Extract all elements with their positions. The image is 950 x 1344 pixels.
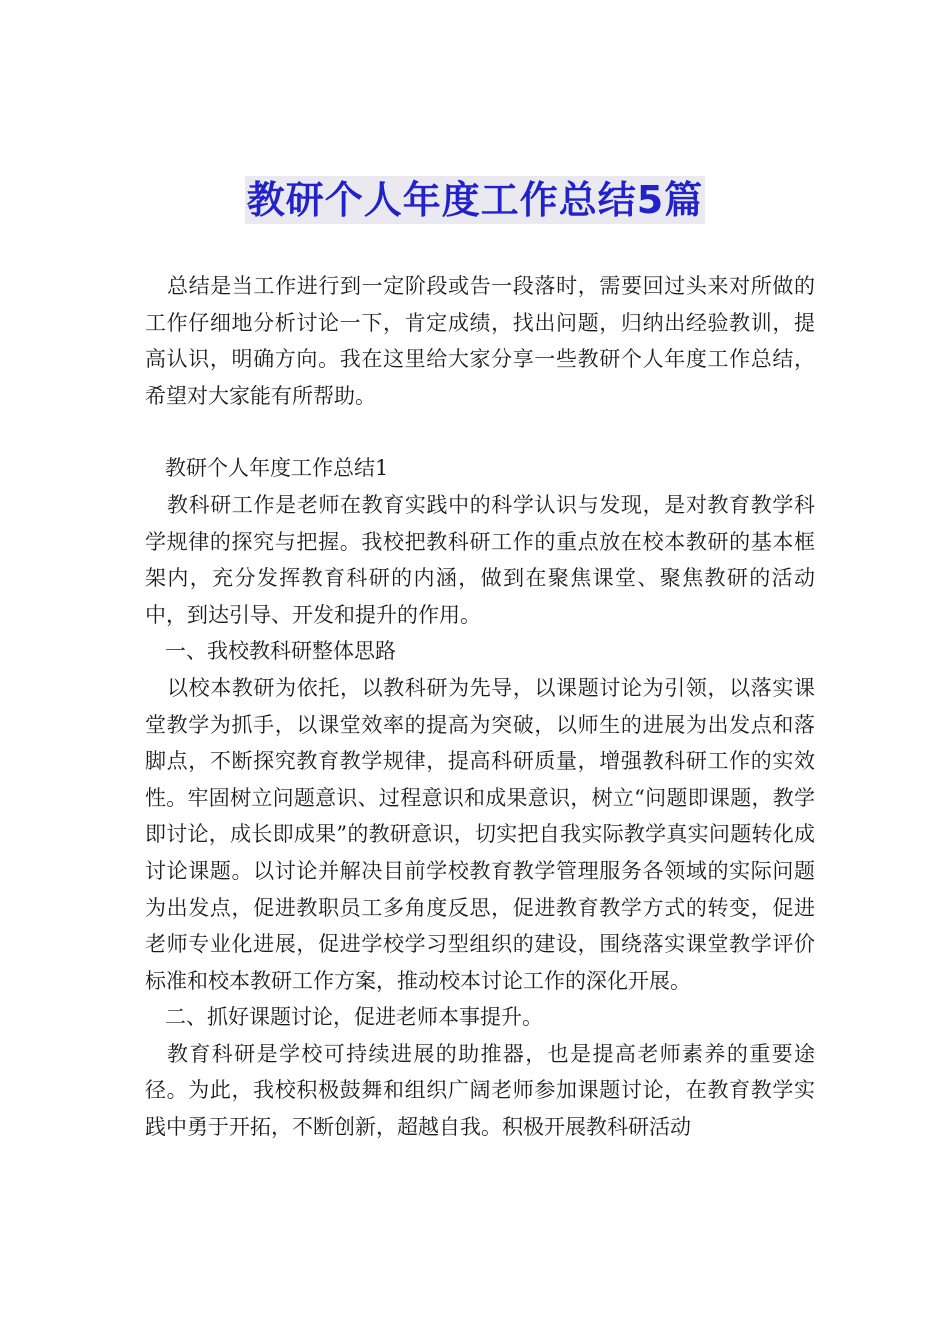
body-paragraph: 教科研工作是老师在教育实践中的科学认识与发现，是对教育教学科学规律的探究与把握。我校把教科研工作的重点放在校本教研的基本框架内，充分发挥教育科研的内涵，做到在聚焦课堂、聚焦教研的活动中，到达引导、开发和提升的作用。 xyxy=(145,492,815,627)
subheading: 二、抓好课题讨论，促进老师本事提升。 xyxy=(165,1005,543,1030)
document-title: 教研个人年度工作总结5篇 xyxy=(246,178,704,222)
paragraph-spacer xyxy=(145,414,815,450)
intro-paragraph: 总结是当工作进行到一定阶段或告一段落时，需要回过头来对所做的工作仔细地分析讨论一下，肯定成绩，找出问题，归纳出经验教训，提高认识，明确方向。我在这里给大家分享一些教研个人年度工作总结，希望对大家能有所帮助。 xyxy=(145,274,815,408)
subheading: 一、我校教科研整体思路 xyxy=(165,639,396,664)
document-body xyxy=(145,268,815,1146)
section-heading: 教研个人年度工作总结1 xyxy=(165,456,389,481)
body-paragraph: 以校本教研为依托，以教科研为先导，以课题讨论为引领，以落实课堂教学为抓手，以课堂效率的提高为突破，以师生的进展为出发点和落脚点，不断探究教育教学规律，提高科研质量，增强教科研工作的实效性。牢固树立问题意识、过程意识和成果意识，树立“问题即课题，教学即讨论，成长即成果”的教研意识，切实把自我实际教学真实问题转化成讨论课题。以讨论并解决目前学校教育教学管理服务各领域的实际问题为出发点，促进教职员工多角度反思，促进教育教学方式的转变，促进老师专业化进展，促进学校学习型组织的建设，围绕落实课堂教学评价标准和校本教研工作方案，推动校本讨论工作的深化开展。 xyxy=(145,675,815,993)
body-paragraph: 教育科研是学校可持续进展的助推器，也是提高老师素养的重要途径。为此，我校积极鼓舞和组织广阔老师参加课题讨论，在教育教学实践中勇于开拓，不断创新，超越自我。积极开展教科研活动 xyxy=(145,1041,815,1140)
title-block xyxy=(0,176,950,224)
